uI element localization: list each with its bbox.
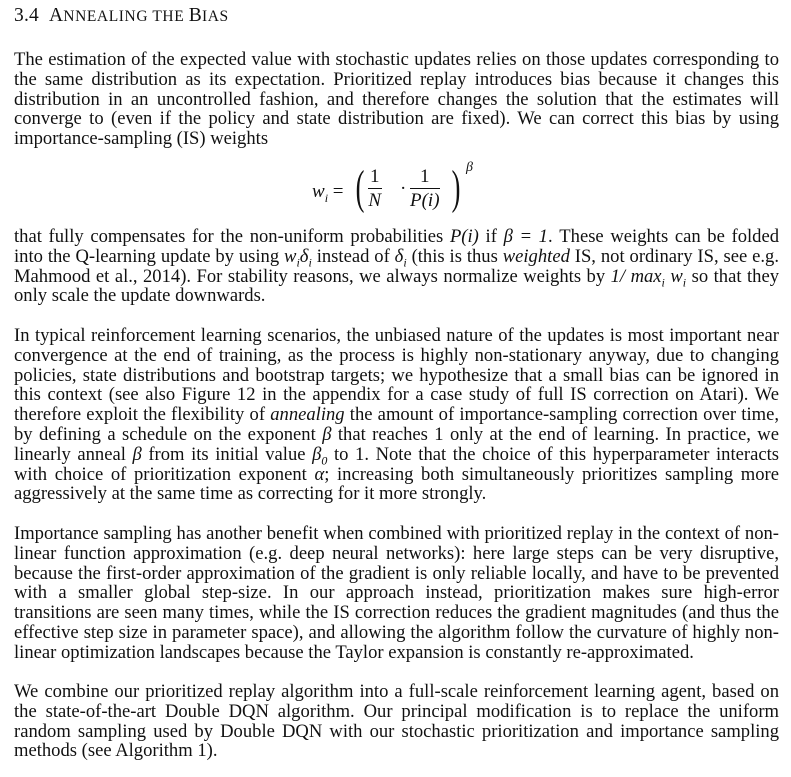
paragraph-annealing: In typical reinforcement learning scenarios, the unbiased nature of the updates is most important near convergence at the end of training, as the process is highly non-stationary anyway, due to changing policies, state distributions and bootstrap targets; we hypothesize that a small bias can be ignored in this context (see also Figure 12 in the appendix for a case study of full IS correction on Atari). We therefore exploit the flexibility of annealing the amount of importance-sampling correction over time, by defining a schedule on the exponent β that reaches 1 only at the end of learning. In practice, we linearly anneal β from its initial value $\beta_0$ to 1. Note that the choice of this hyperparameter interacts with choice of prioritization exponent α; increasing both simultaneously prioritizes sampling more aggressively at the same time as correcting for it more strongly. — [14, 325, 779, 505]
paragraph-bias-intro: The estimation of the expected value with stochastic updates relies on those updates corresponding to the same distribution as its expectation. Prioritized replay introduces bias because it changes this distribution in an uncontrolled fashion, and therefore changes the solution that the estimates will converge to (even if the policy and state distribution are fixed). We can correct this bias by using importance-sampling (IS) weights — [14, 49, 779, 150]
right-paren: ) — [451, 161, 461, 214]
paragraph-double-dqn: We combine our prioritized replay algorithm into a full-scale reinforcement learning agent, based on the state-of-the-art Double DQN algorithm. Our principal modification is to replace the uniform random sampling used by Double DQN with our stochastic prioritization and importance sampling methods (see Algorithm 1). — [14, 681, 779, 762]
equation-lhs: $w_i$ = — [312, 181, 344, 205]
section-title-smallcaps: IAS — [201, 8, 229, 25]
paragraph-weight-normalization: that fully compensates for the non-uniform probabilities P(i) if β = 1. These weights can be folded into the Q-learning update by using $w_i\delta_i$ instead of $\delta_i$ (this is thus weighted IS, not ordinary IS, see e.g. Mahmood et al., 2014). For stability reasons, we always normalize weights by 1/ $\max_i w_i$ so that they only scale the update downwards. — [14, 226, 780, 307]
section-title-smallcaps: NNEALING THE — [63, 8, 189, 25]
paragraph-importance-sampling-benefit: Importance sampling has another benefit when combined with prioritized replay in the context of non-linear function approximation (e.g. deep neural networks): here large steps can be very disruptive, because the first-order approximation of the gradient is only reliable locally, and have to be prevented with a smaller global step-size. In our approach instead, prioritization makes sure high-error transitions are seen many times, while the IS correction reduces the gradient magnitudes (and thus the effective step size in parameter space), and allowing the algorithm follow the curvature of highly non-linear optimization landscapes because the Taylor expansion is constantly re-approximated. — [14, 523, 779, 663]
section-number: 3.4 — [14, 5, 39, 26]
fraction-one-over-p: $\frac{1}{P(i)}$ — [410, 166, 440, 211]
is-weight-equation — [0, 162, 791, 218]
section-title-letter: A — [48, 5, 64, 26]
fraction-one-over-n: $\frac{1}{N}$ — [368, 166, 382, 211]
left-paren: ( — [355, 161, 365, 214]
multiply-dot: · — [400, 178, 407, 199]
section-title-letter: B — [188, 5, 202, 26]
equation-exponent: β — [466, 160, 473, 175]
section-heading — [14, 5, 229, 27]
